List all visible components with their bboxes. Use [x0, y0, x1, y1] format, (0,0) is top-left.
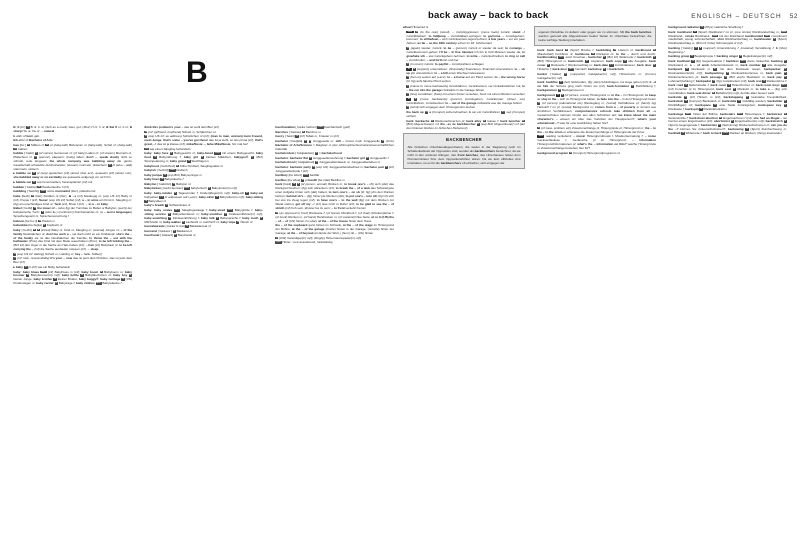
dictionary-entry: ADJ reading vertiefend; ~ music Hintergrundmusik f, Musikuntermalung f; ~ noise Geräuschkulisse f, Geräusche pl im Hintergrund; ~ information Hintergrundinformationen pl; what's the ~ information on this? welche Hintergründe or Zusammenhänge bestehen hier für? — [537, 134, 656, 150]
dictionary-entry: baccy [ˈbækɪ] N (inf) Tabak m, Knaster m (inf) — [275, 134, 339, 139]
column-grid — [10, 0, 800, 552]
dictionary-entry: bachelorhood [ˈbætʃələhʊd] N Junggesellendasein nt, Junggesellenleben nt — [275, 160, 381, 165]
dictionary-entry: ADJ Hinter-; rent ausstehend, rückständig — [276, 240, 333, 245]
section-letter-heading: B — [186, 56, 208, 89]
dictionary-entry: backstage ADV hinter der Bühne; backstairs NPL Hintertreppe f; backstreet N Seitenstraße f; backstreet abortion N Engelmacherei f (inf); she had an illegal ~ sie hat bei einem Engelmacher (inf); abortionist N Engelmacher(in) m(f); backstretch N (Sport) Gegengerade f; backstroke N (Swimming) Rückenschwimmen nt; can you do the ~? können Sie rückenschwimmen?; backswing N (Sport) Durchschwung m; backtalk N Widerrede f; back to back ADV Rücken an Rücken; (thing) aneinander — [668, 111, 787, 136]
dictionary-entry: e (esp US inf: as address) Schätzchen nt (inf); (man to man, woman) mein Freund, mein Junge; that's some ~ you've got there! das ist ja wohl, so leis prima (inf); that's great, ~! das ist ja klasse (inf); mike/Susie ~, liebe Mike/Susie, hör mal her! — [144, 134, 263, 146]
dictionary-entry: back: backache N Rückenschmerzen pl; back alley N Gasse f; back bencher N (Brit) Abgeordnete(r) mf, the ~es die backbencher N (esp Brit) Abgeordnete(r) mf (auf den hinteren Reihen im britischen Parlament) — [406, 118, 525, 131]
dictionary-entry: baby: baby scales NPL Säuglingswaage f; baby-sized ADJ Babygröße f; baby-sitting service N Babysitterdienst m; baby-snatcher N Kindesentführer(in) m(f); baby-snatching N Kindesentführung f; baby talk N Babysprache f; baby tooth N Milchzahn m; baby-walker N Laufstuhl m, Gehfrei® nt; baby wipe N Öltuch nt — [144, 207, 263, 224]
dictionary-entry: VT a (support) unterstützen; (financially) finanzieren, finanziell unterstützen; to ~ sb up jdn unterstützen; to ~ a bill einen Wechsel indossieren — [406, 66, 525, 75]
dictionary-entry: Bacchus [ˈbækəs] N Bacchus m — [275, 129, 321, 134]
dictionary-entry: background radiation N (Phys) natürliche Strahlung f — [668, 26, 743, 29]
dictionary-entry: ▸ baby VI pl (inf) wie ein Baby behandeln — [13, 264, 71, 269]
page-number: 52 — [789, 13, 798, 20]
dictionary-entry: background N a (of picture, scene) Hintergrund m; in the ~ im Hintergrund; to keep or stay in the ~ sich im Hintergrund halten; to fade into the ~ in den Hintergrund treten — [537, 92, 656, 101]
dictionary-entry: c (of case, problem etc) Zusammenhänge pl, Hintergründe pl, Hintergrund m; the ~ to the ~ to the crisis er erläuterte die Zusammenhänge or Hintergründe der Krise — [537, 125, 656, 134]
dictionary-entry: bachelordom [ˈbætʃələdəm] N = bachelorhood — [275, 151, 342, 156]
text-column-3 — [272, 126, 394, 546]
dictionary-entry: b abbr of born geb. — [13, 133, 41, 138]
text-column-6 — [665, 26, 787, 546]
dictionary-entry: babyhood [ˈbeɪbɪhʊd] N frühe Kindheit, Säuglingsalter nt — [144, 163, 224, 168]
dictionary-entry: c (cause to move backwards) zurückfahren, zurücksetzen; car rückwärtsfahren mit; to ~ the car into the garage rückwärts in die Garage fahren — [406, 83, 525, 92]
dictionary-entry: bachelor [ˈbætʃələ] N a Junggeselle m; still ~ immer noch Junggeselle b (Univ) Bachelor of Arts/Science = Magister m (der philosophischen/naturwissenschaftlichen Fakultät) — [275, 138, 394, 151]
dictionary-entry: Babylon [ˈbæbɪlɒn] N Babylon nt — [144, 181, 191, 186]
dictionary-entry: baby: baby blues NPL (inf) Babyblues m (inf); baby boom N Babyboom m; baby boomer N Babyboomer(in) m(f); baby bottle N Babyfläschchen nt; baby boy N kleiner Junge; baby brother N kleiner Bruder; baby buggy®, baby carriage N (US) Kinderwagen m; baby carrier N Babytrage f; baby clothes NPL Babywäsche f — [13, 269, 132, 286]
dictionary-entry: babe [beɪb] N (liter) Kindlein nt (liter), a ~s (inf) blauäugig nt; (esp US inf) Baby nt (inf), Puppe f (inf); Susie! (esp US inf) Süße! (inf); a ~ in arms ein Kind nt, Säugling m; (fig) ein unschuldiges Kind nt; Tarzi (inf), Brust f (inf) → in a ~ in baby — [13, 193, 132, 206]
dictionary-entry: the ~ of the cupboard ganz hinten im Schrank; at the ~ of the stage im Hintergrund der Bühne; at the ~ of the garage (inside) hinten in der Garage; (outside) hinter der Garage; at the ~ of beyond am Ende der Welt, j (hum); in ~ (US) hinten — [275, 223, 394, 235]
dictionary-entry: Babylonian [ˌbæbɪˈləʊnɪən] ADJ babylonisch N Babylonier(in) m(f) — [144, 186, 237, 191]
dictionary-entry: c (inf: task, responsibility) it's your ~ now das ist jetzt dein Problem, das ist jetzt dein Bier (inf) — [13, 256, 132, 265]
dictionary-entry: ▸ babble on VI pl (sep) quatschen (inf) (about über acc), quasseln (inf) (about von); she babbled away or on excitedly sie quasselte aufgeregt vor sich hin — [13, 171, 132, 180]
text-column-5 — [534, 26, 656, 546]
dictionary-entry: back [bæk] N a (of person, animal) Rücken m; to break one's ~ (lit) sich (dat) das Rückgrat brechen; (fig) sich abrackern (inf); to break the ~ of a task das Schwierigste einer Aufgabe hinter sich (dat) haben; to turn one's ~ on sb (lit, fig) jdm den Rücken kehren; behind sb's ~ (fig) hinter jds Rücken (dat); to put one's ~ into sth (fig inf) sich bei etw ins Zeug legen (inf); to have one's ~ to the wall (fig) mit dem Rücken zur Wand stehen; get off my ~! (inf) lass mich in Ruhe! (inf); to be glad to see the ~ of sb/sth (inf) froh sein, jdn/etw los zu sein; ~ to front verkehrt herum — [275, 182, 394, 211]
dictionary-entry: bacchanalian [ˌbækəˈneɪlɪən] ADJ bacchantisch (geh) — [275, 126, 351, 129]
dictionary-entry: babushka [bəˈbʊʃkə] N Kopftuch nt — [13, 223, 63, 228]
text-column-4 — [403, 26, 525, 546]
dictionary-entry: bacillary [bəˈsɪlərɪ] ADJ bazillär — [275, 173, 320, 178]
dictionary-entry: baby: baby-minder N Tagesmutter f; Kinderpfleger(in) m(f); baby-sit VI baby-sat babysitten VT pl aufpassen auf (+acc); baby-sitter N Babysitter(in) m(f); baby-sitting N Babysitten nt — [144, 190, 263, 203]
dictionary-entry: bacchanal [ˈbækənl] N Bacchanal nt — [144, 233, 196, 238]
dictionary-entry: baboon [bəˈbuːn] N Pavian m — [13, 218, 55, 223]
dictionary-entry: bachelor: bachelor party N (esp US) Junggesellenabschied m; bachelor pad N (inf) Junggesellenbude f (inf) — [275, 164, 394, 173]
dictionary-entry: B, b [biː] N B nt, b nt; (Sch as a mark) zwei, gut; (Mus) H nt, h nt; B flat B nt, b nt; B sharp His nt, his nt → natural — [13, 126, 132, 133]
dictionary-entry: backing group N Begleitgruppe f; backing singer N Begleitsänger(in) m(f) — [668, 54, 773, 59]
dictionary-entry: back: back bend N (Sport) Brücke f; backbiting N Lästern nt; backboard N (Basketball) Korbbrett nt; backbone N Rückgrat nt; to the ~ durch und durch; backbreaking ADJ work Knochen-; backchat N (Brit inf) Widerrede f; backcloth N (Brit) Hintergrund m; backcomb VT toupieren; back copy N alte Ausgabe; back cover N Rückseite f, Rückumschlag m; back-date VT zurückdatieren; back door N Hintertür f; back-door ADJ heimlich; backdrop N = backcloth — [537, 47, 656, 72]
dictionary-entry: c (in return) zurück; to pay/hit ~ zurückzahlen/-schlagen — [407, 62, 484, 67]
dictionary-entry: baby linen N Babywäsche f — [144, 177, 184, 182]
dictionary-entry: d (inf: girlfriend, boyfriend) Schatz m, Schätzchen nt — [145, 129, 216, 134]
dictionary-entry: b (of person) (educational etc) Werdegang m; (social) Verhältnisse pl; (family bg) Herkunft f no pl; (social) Background m; comes from a ~ of poverty er kommt aus ärmlichen Verhältnissen; comprehensive schools take children from all ~s Gesamtschulen nehmen Kinder aus allen Schichten auf; we know about the main character's ~ wissen wir über das Vorleben der Hauptperson?; what's your educational ~? was für eine Ausbildung haben Sie? — [537, 101, 656, 126]
infobox-continuation: eigenen Parteilinie zu äußern oder gegen sie zu stimmen. Mit the back benches werden generell alle Abgeordneten beider Seiten im Unterhaus bezeichnet, die keine wichtige Stellung innehaben. — [534, 26, 656, 46]
dictionary-entry: backer [ˈbækə] N (supporter) Geldgeber(in) m(f), Hintermann m; (Comm) Geldgeber(in) m(f) — [537, 71, 656, 80]
dictionary-entry: c (Ftbl) Verteidiger(in) m(f); (Rugby) Hintermannspieler(in) m(f) — [276, 235, 362, 240]
dictionary-entry: b (again) wieder, zurück; to be ~ (person) zurück or wieder da sein; to come/go ~ zurückkommen/-gehen; I'll be ~ in five minutes ich bin in fünf Minuten wieder da; to give/take sth ~ etw zurückgeben/-nehmen; to write ~ zurückschreiben; to ring or call ~ zurückrufen; ~ and forth hin und her — [406, 45, 525, 62]
running-head-guidewords: back away – back to back — [428, 10, 549, 21]
dictionary-entry: ADV a (to the rear) (stand) → zurück(ge)treten; (move back) zurück; stand ~! zurückbleiben!; to fall/jump ~ zurückfallen/-springen; to go/come ~ zurückgehen/-kommen; to sit/lie/lean ~ sich zurücksetzen/-legen/-lehnen; a few years ~ vor ein paar Jahren; as far ~ as the 18th century schon im 18. Jahrhundert — [406, 29, 525, 46]
dictionary-entry: b (as opposed to front) Rückseite f; (of house) Rückfront f; (of chair) (Rücken)lehne f; (of book) Rücken m; (of hand) Handrücken m; (of material) linke Seite; at or in (US) the ~ of, ~ of (US) hinten in (+dat); at the ~ of the house hinter dem Haus — [275, 210, 394, 223]
dictionary-entry: VT wie einen Säugling behandeln — [145, 146, 191, 151]
dictionary-entry: bachelor: bachelor flat N Junggesellenwohnung f; bachelor girl N Junggesellin f — [275, 155, 389, 160]
text-column-1 — [10, 126, 132, 546]
dictionary-entry: back: backlash N (fig) Gegenreaktion f; backless ADJ dress rückenfrei; backlog N Rückstand m; a ~ of work Arbeitsrückstand m; back number N alte Ausgabe; backpack N Rucksack m VI mit dem Rucksack reisen; backpacker N Rucksacktourist(in) m(f); backpacking N Rucksacktourismus m; back pain N Rückenschmerzen pl; back passage N (Brit euph) Mastdarm m; back pay N Lohnnachzahlung f; backpedal VI (fig) zurückrudern (inf); back rest N Rückenlehne f; back road N Nebenstraße f; back room N Hinterzimmer nt; back-room boys NPL (inf) Forscher pl im Hintergrund; back seat N Rücksitz m; to take a ~ (fig) sich zurückhalten; back-seat driver N Beifahrer(in) m(f), der/die alles besser weiß — [668, 59, 787, 95]
dictionary-entry: backing [ˈbækɪŋ] N a (support) Unterstützung f; (material) Verstärkung f; b (Mus) Begleitung f — [668, 45, 787, 54]
dictionary-entry: babbler [ˈbæblə] N Plaudertasche f (inf) — [13, 184, 69, 189]
dictionary-entry: BA abbr of Bachelor of Arts — [13, 138, 53, 143]
dictionary-entry: back: backfire VI (Aut) fehlzünden; (fig: plan) fehlschlagen, ins Auge gehen (inf); it ~d on him der Schuss ging nach hinten los (inf); back-formation N Rückbildung f; backgammon N Backgammon nt — [537, 80, 656, 93]
culture-infobox — [403, 133, 525, 169]
dictionary-entry: babbling [ˈbæblɪŋ] ADJ siehe murmelnd (liter), plätschernd — [13, 189, 96, 194]
dictionary-entry: baby: baby face N Babygesicht nt; baby-faced ADJ mit einem Babygesicht; baby food N Babynahrung f; baby girl N kleines Mädchen; babygro® N (Brit) Strampelanzug m; baby grand N Stutzflügel m — [144, 151, 263, 163]
infobox-body: Alle britischen Unterhausabgeordneten, die weder in der Regierung noch im Schattenkabinett der Opposition sind, werden als backbenchers bezeichnet, da sie nicht in den vorderen Rängen, den front benches, des Unterhauses neben dem Premierminister bzw. dem Oppositionsführer sitzen. Da sie kein offizielles Amt innehaben, ist es für die backbenchers oft einfacher, sich entgegen der — [407, 145, 521, 166]
infobox-title: BACKBENCHER — [446, 137, 482, 143]
dictionary-entry: back: backhand N (Sport) Rückhand f no pl; (one stroke) Rückhandschlag m; ADJ Rückhand-; stroke Rückhand-; ADV mit der Rückhand; backhanded ADJ compliment zweifelhaft, wenig schmeichelhaft; shot Rückhandschlag m; backhander N (Sport) Rückhandschlag m; (Brit inf: bribe) Schmiergeld nt (inf) — [668, 29, 787, 46]
dictionary-entry: bacillus [bəˈsɪləs] N pl bacilli [bəˈsɪlaɪ] Bazillus m — [275, 177, 345, 182]
dictionary-entry: baby jumper N (esp Brit) Babyspringer m — [144, 172, 203, 177]
dictionary-entry: baa [bɑː] N Mähen nt VI pl (baby-talk) Bäh-lamm nt (baby-talk), Schaf nt; (baby-talk) VI mähen — [13, 142, 132, 151]
dictionary-entry: baccalaureate [ˌbækəˈlɔːrɪət] N Bakkalaureat nt — [144, 224, 211, 229]
language-pair-label: ENGLISCH – DEUTSCH — [691, 13, 782, 20]
dictionary-entry: ▸ babble out VI sep hervorstoßen, herausplatzen (inf) mit — [13, 179, 93, 184]
dictionary-entry: backside N (inf) Hintern m (inf); backslapping N lautstarke Freundlichkeit; backslash N (Comput) Backslash m; backslide VI rückfällig werden; backslider N Rückfällige(r) mf; backspace VI eine Stelle zurückgehen; backspace key N Rücktaste f; backspin N Rückwärtsdrall m — [668, 95, 787, 112]
dictionary-entry: baccarat [ˈbækərɑː] N Bakkarat nt — [144, 228, 193, 233]
dictionary-entry: background program N (Comput) Hintergrundprogramm nt — [537, 150, 620, 155]
dictionary-entry: b (esp US inf: darling) Schatz m, Liebling m; hey ~ hallo, Süße(r) — [14, 251, 103, 256]
entry-continuation: wheel Hinterrad nt — [403, 26, 429, 29]
dictionary-entry: b (wind) sich entgegen dem Uhrzeigersinn drehen — [407, 105, 476, 110]
dictionary-entry: Babel [ˈbeɪbl] N the tower of ~ (also fig) der Turmbau zu Babel or Babylon; (auch) der babylonische Turm; b (also b~) (confusion) Durcheinander nt; (a ~ worst languages) Sprachengewirr nt, Sprachenverwirrung f — [13, 206, 132, 218]
text-column-2 — [141, 126, 263, 546]
dictionary-entry: think this problem's your ~ das ist wohl dein Bier (inf) — [144, 126, 220, 129]
dictionary-entry: b (bet on) setzen auf (+acc); to ~ a horse auf ein Pferd setzen; to ~ the wrong horse (lit, fig) aufs falsche Pferd setzen — [406, 75, 525, 84]
dictionary-entry: the back up VI a (Comput) sichern/machen; b car etc zurückfahren VT sep (Comput) sichern — [406, 110, 525, 118]
dictionary-entry: VI a (move backwards) (person) zurückgehen, zurücktreten; (driver, car) zurückfahren, zurücksetzen; to ~ out of the garage rückwärts aus der Garage fahren — [406, 96, 525, 105]
dictionary-entry: baby [ˈbeɪbɪ] N a (infant) Baby nt, Kind nt, Säugling m; (animal) Junges nt; ~ of the family Nesthäkchen nt; don't be such a ~ sei doch nicht so ein Kindskopf; she's the ~ of the family sie ist das Nesthäkchen der Familie; to throw the ~ out with the bathwater (Prov) das Kind mit dem Bade ausschütten (Prov); to be left holding the ~ (Brit inf) den Ärger or die Sache am Hals haben (inf); ~ hair (inf) Babyhaar nt; to be left carrying the ~ (inf) die Sache ausbaden müssen (inf) → sleep — [13, 227, 132, 252]
dictionary-entry: babyish [ˈbeɪbɪɪʃ] ADJ kindisch — [144, 168, 188, 173]
dictionary-entry: d (line) verstärken; (Sew) mit einem Futter versehen; book mit einem Rücken versehen — [407, 92, 525, 97]
dictionary-entry: baby's breath N Schleierkraut nt — [144, 203, 191, 208]
dictionary-entry: babble [ˈbæbl] N (of voices) Gemurmel nt; (of baby) Lallen nt; (of stream) Murmeln nt, Plätschern nt VI (person) plappern; (baby) lallen; don't ~, speak slowly nicht so schnell, rede langsam; the whole company was babbling away die ganze Gesellschaft schwatzte durcheinander; (stream) murmeln, plätschern VI pl (also ~ out) stammeln, stottern — [13, 151, 132, 171]
